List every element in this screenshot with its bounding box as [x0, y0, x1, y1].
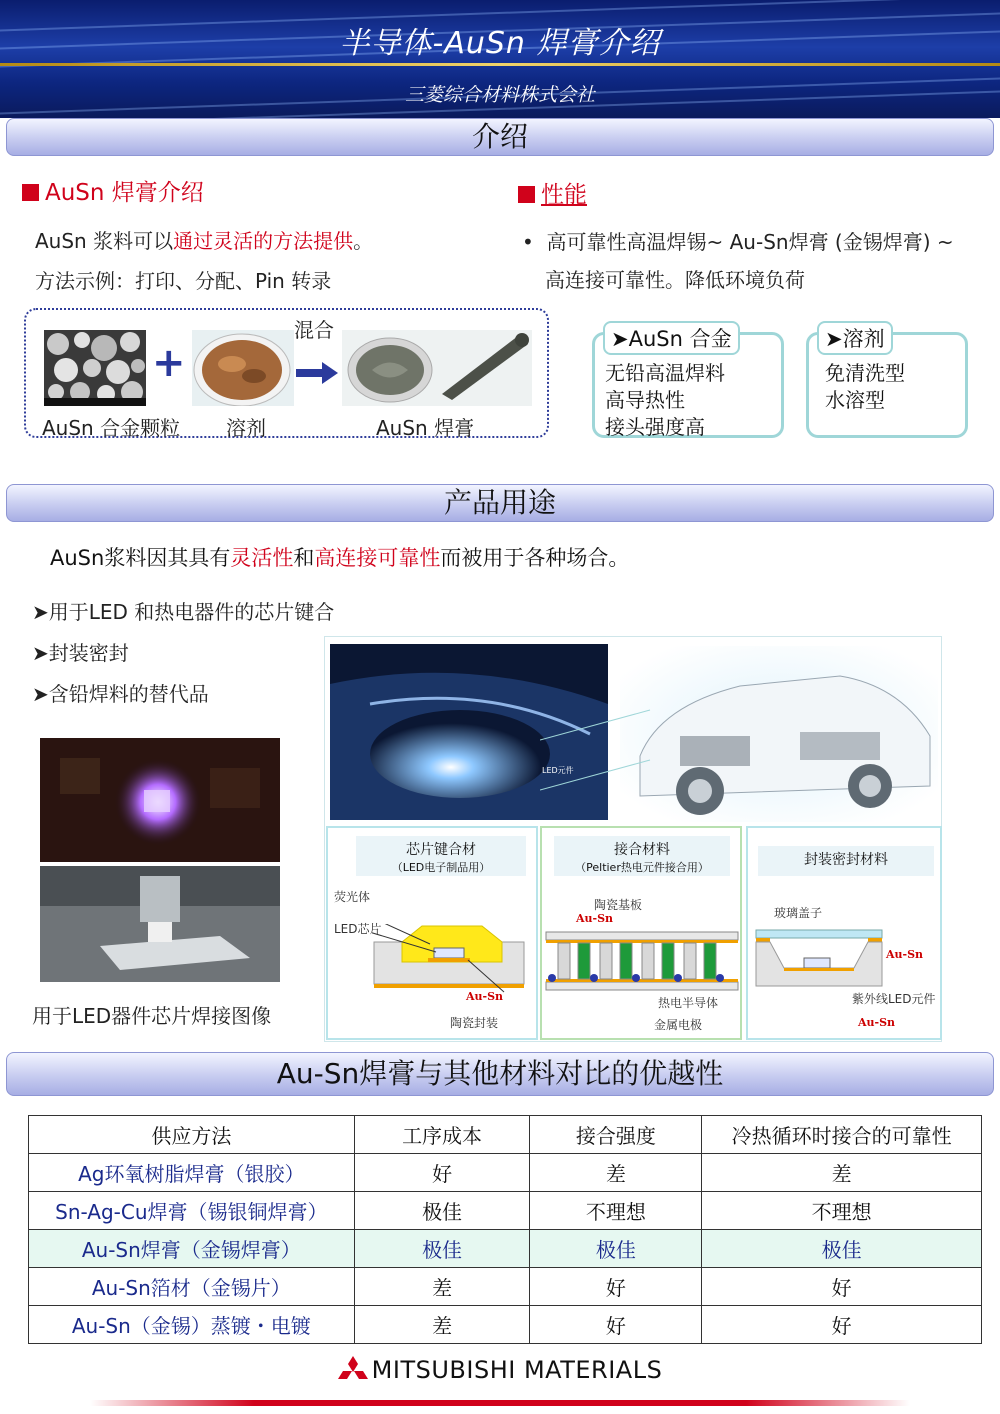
cost-cell: 差: [354, 1306, 530, 1344]
column-header: 接合强度: [530, 1116, 702, 1154]
led-package-drawing: [372, 924, 532, 1004]
method-cell: Au-Sn（金锡）蒸镀・电镀: [29, 1306, 355, 1344]
usage-bullet: ➤用于LED 和热电器件的芯片键合: [32, 600, 335, 624]
panel-sealing-material: [746, 826, 942, 1040]
table-row: [29, 1306, 982, 1344]
plus-icon: +: [152, 340, 186, 386]
reliability-cell: 不理想: [702, 1192, 982, 1230]
ausn-label: Au-Sn: [858, 1016, 896, 1029]
alloy-box-title: ➤AuSn 合金: [603, 321, 740, 355]
performance-bullet-cont: 高连接可靠性。降低环境负荷: [545, 268, 805, 292]
solvent-box-title: ➤溶剂: [817, 321, 893, 355]
cost-cell: 极佳: [354, 1230, 530, 1268]
alloy-item: 接头强度高: [605, 415, 705, 439]
arrow-right-icon: [296, 362, 338, 384]
red-square-icon: [518, 186, 535, 203]
panel1-title: 芯片键合材 （LED电子制品用）: [356, 836, 526, 876]
ceramic-substrate-label: 陶瓷基板: [594, 898, 643, 912]
paste-label: AuSn 焊膏: [376, 416, 475, 440]
section-title-intro: 介绍: [6, 118, 994, 156]
strength-cell: 好: [530, 1268, 702, 1306]
metal-electrode-label: 金属电极: [654, 1018, 703, 1032]
led-chip-label: LED芯片: [334, 922, 382, 936]
strength-cell: 好: [530, 1306, 702, 1344]
panel2-title: 接合材料 （Peltier热电元件接合用）: [554, 836, 730, 876]
table-row: [29, 1192, 982, 1230]
solvent-label: 溶剂: [226, 416, 266, 440]
panel3-title: 封装密封材料: [758, 846, 934, 876]
method-cell: Au-Sn箔材（金锡片）: [29, 1268, 355, 1306]
table-header-row: [29, 1116, 982, 1154]
comparison-table: [28, 1115, 982, 1344]
performance-bullet: • 高可靠性高温焊锡~ Au-Sn焊膏 (金锡焊膏) ~: [522, 230, 954, 254]
cost-cell: 差: [354, 1268, 530, 1306]
reliability-cell: 极佳: [702, 1230, 982, 1268]
footer-red-line: [90, 1400, 910, 1406]
reliability-cell: 好: [702, 1306, 982, 1344]
company-name: 三菱综合材料株式会社: [404, 84, 595, 106]
cost-cell: 好: [354, 1154, 530, 1192]
column-header: 工序成本: [354, 1116, 530, 1154]
reliability-cell: 差: [702, 1154, 982, 1192]
page-title: 半导体-AuSn 焊膏介绍: [339, 26, 661, 61]
alloy-item: 高导热性: [605, 388, 685, 412]
solvent-item: 免清洗型: [825, 361, 905, 385]
solvent-box: [806, 327, 968, 438]
solder-paste-image: [342, 330, 532, 406]
panel-joining-material: [540, 826, 742, 1040]
thermoelectric-label: 热电半导体: [658, 996, 719, 1010]
section-title-comparison: Au-Sn焊膏与其他材料对比的优越性: [6, 1052, 994, 1096]
method-cell: Ag环氧树脂焊膏（银胶）: [29, 1154, 355, 1192]
connector-lines: [540, 700, 660, 800]
alloy-item: 无铅高温焊料: [605, 361, 725, 385]
ceramic-package-label: 陶瓷封装: [450, 1016, 499, 1030]
three-diamonds-icon: [338, 1356, 368, 1382]
strength-cell: 极佳: [530, 1230, 702, 1268]
table-row: [29, 1268, 982, 1306]
intro-line-2: 方法示例：打印、分配、Pin 转录: [35, 269, 332, 293]
column-header: 冷热循环时接合的可靠性: [702, 1116, 982, 1154]
intro-line-1: AuSn 浆料可以通过灵活的方法提供。: [35, 229, 374, 253]
glass-lid-label: 玻璃盖子: [774, 906, 823, 920]
solvent-item: 水溶型: [825, 388, 885, 412]
usage-bullet: ➤含铅焊料的替代品: [32, 682, 209, 706]
uv-led-label: 紫外线LED元件: [852, 992, 936, 1006]
usage-lead: AuSn浆料因其具有灵活性和高连接可靠性而被用于各种场合。: [50, 546, 630, 570]
usage-bullet: ➤封装密封: [32, 641, 129, 665]
table-row-highlighted: [29, 1230, 982, 1268]
process-diagram: [24, 308, 549, 438]
alloy-particles-label: AuSn 合金颗粒: [42, 416, 181, 440]
sealing-drawing: [754, 928, 884, 994]
cost-cell: 极佳: [354, 1192, 530, 1230]
led-chip-photo: [40, 738, 280, 862]
performance-heading: 性能: [518, 176, 587, 209]
alloy-box: [592, 327, 784, 439]
car-illustration: [620, 646, 938, 822]
ausn-label: Au-Sn: [886, 948, 924, 961]
mix-label: 混合: [294, 318, 334, 342]
section-title-usage: 产品用途: [6, 484, 994, 522]
chip-bonding-photo: [40, 866, 280, 982]
column-header: 供应方法: [29, 1116, 355, 1154]
table-row: [29, 1154, 982, 1192]
brand-logo: MITSUBISHI MATERIALS: [0, 1356, 1000, 1384]
method-cell: Sn-Ag-Cu焊膏（锡银铜焊膏）: [29, 1192, 355, 1230]
led-tag: LED元件: [542, 766, 574, 775]
photo-caption: 用于LED器件芯片焊接图像: [32, 1004, 272, 1028]
strength-cell: 不理想: [530, 1192, 702, 1230]
panel-chip-bonding: [326, 826, 538, 1040]
reliability-cell: 好: [702, 1268, 982, 1306]
ausn-label: Au-Sn: [576, 912, 614, 925]
alloy-particles-image: [44, 330, 146, 406]
peltier-drawing: [544, 928, 740, 998]
phosphor-label: 荧光体: [334, 890, 371, 904]
red-square-icon: [22, 184, 39, 201]
strength-cell: 差: [530, 1154, 702, 1192]
intro-heading: AuSn 焊膏介绍: [22, 174, 204, 207]
ausn-label: Au-Sn: [466, 990, 504, 1003]
solvent-jar-image: [192, 330, 294, 406]
method-cell: Au-Sn焊膏（金锡焊膏）: [29, 1230, 355, 1268]
